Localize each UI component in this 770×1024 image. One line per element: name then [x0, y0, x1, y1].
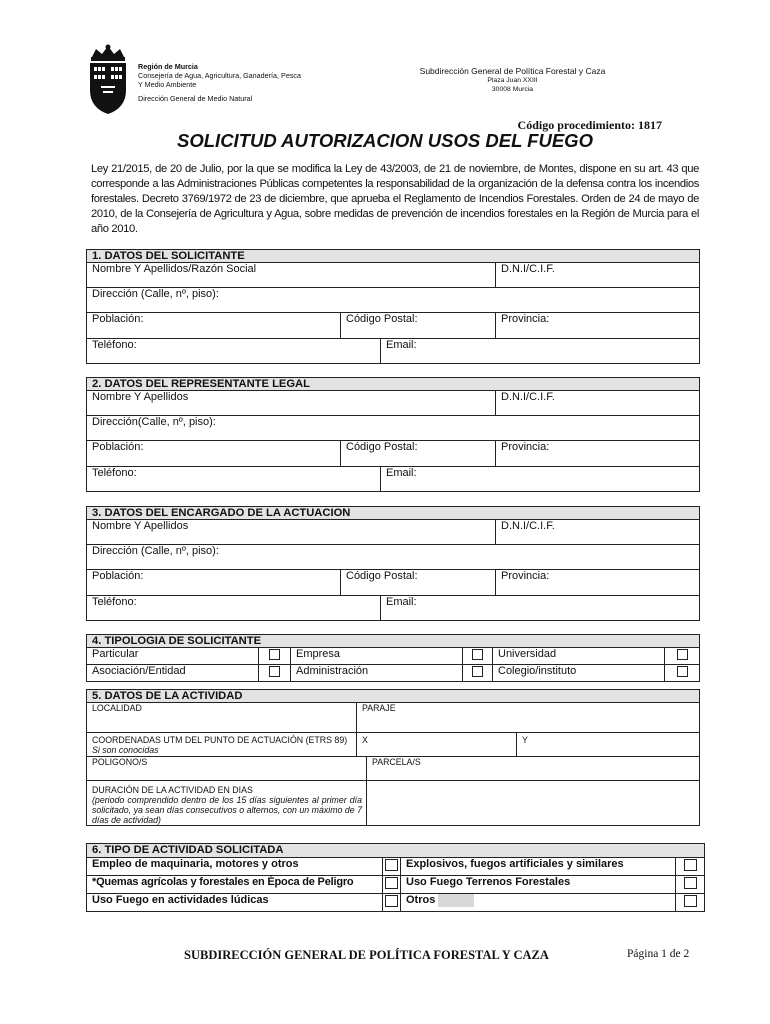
header-organization [138, 62, 338, 103]
particular-checkbox[interactable] [269, 649, 280, 660]
email-field[interactable]: Email: [381, 339, 700, 364]
address-field[interactable]: Dirección (Calle, nº, piso): [87, 288, 700, 313]
option-administracion-label: Administración [291, 665, 463, 682]
duration-label: DURACIÓN DE LA ACTIVIDAD EN DIAS [92, 785, 253, 795]
dni-field[interactable]: D.N.I/C.I.F. [496, 263, 700, 288]
name-field[interactable]: Nombre Y Apellidos [87, 391, 496, 416]
section-activity-type [86, 843, 705, 912]
postal-code-field[interactable]: Código Postal: [341, 570, 496, 596]
option-empresa-label: Empresa [291, 648, 463, 665]
section-activity-data [86, 689, 700, 826]
section-header: 5. DATOS DE LA ACTIVIDAD [87, 690, 700, 703]
legal-intro: Ley 21/2015, de 20 de Julio, por la que se modifica la Ley de 43/2003, de 21 de noviembre, de Montes, dispone en su art. 43 que corresponde a las Administraciones Públicas competentes la responsabilidad de la organización de la defensa contra los incendios forestales. Decreto 3769/1972 de 23 de diciembre, que aprueba el Reglamento de Incendios Forestales. Orden de 24 de mayo de 2010, de la Consejería de Agricultura y Agua, sobre medidas de prevención de incendios forestales en la Región de Murcia para el año 2010. [91, 163, 699, 235]
coordinates-note-inline: Si son conocidas [92, 745, 159, 755]
option-colegio-label: Colegio/instituto [493, 665, 665, 682]
section-header: 3. DATOS DEL ENCARGADO DE LA ACTUACION [87, 507, 700, 520]
phone-field[interactable]: Teléfono: [87, 467, 381, 492]
postal-code-field[interactable]: Código Postal: [341, 441, 496, 467]
email-field[interactable]: Email: [381, 596, 700, 621]
address-line-1: Plaza Juan XXIII [487, 77, 538, 84]
province-field[interactable]: Provincia: [496, 570, 700, 596]
address-field[interactable]: Dirección(Calle, nº, piso): [87, 416, 700, 441]
option-universidad-label: Universidad [493, 648, 665, 665]
duration-value[interactable] [367, 781, 700, 826]
empresa-checkbox[interactable] [472, 649, 483, 660]
section-header: 2. DATOS DEL REPRESENTANTE LEGAL [87, 378, 700, 391]
section-header: 1. DATOS DEL SOLICITANTE [87, 250, 700, 263]
option-maquinaria-label: Empleo de maquinaria, motores y otros [87, 858, 383, 876]
town-field[interactable]: Población: [87, 441, 341, 467]
section-applicant-type [86, 634, 700, 682]
duration-field[interactable] [87, 781, 367, 826]
dni-field[interactable]: D.N.I/C.I.F. [496, 391, 700, 416]
name-field[interactable]: Nombre Y Apellidos/Razón Social [87, 263, 496, 288]
section-person-in-charge [86, 506, 700, 621]
locality-field[interactable]: LOCALIDAD [87, 703, 357, 733]
coordinates-label: COORDENADAS UTM DEL PUNTO DE ACTUACIÓN (ETRS 89) Si son conocidas [87, 733, 357, 757]
option-asociacion-label: Asociación/Entidad [87, 665, 259, 682]
administracion-checkbox[interactable] [472, 666, 483, 677]
footer-text: SUBDIRECCIÓN GENERAL DE POLÍTICA FORESTAL Y CAZA [184, 948, 549, 962]
document-title: SOLICITUD AUTORIZACION USOS DEL FUEGO [177, 130, 593, 151]
address-line-2: 30008 Murcia [491, 86, 534, 93]
colegio-checkbox[interactable] [677, 666, 688, 677]
sub-title: Subdirección General de Política Forestal y Caza [419, 66, 606, 76]
dni-field[interactable]: D.N.I/C.I.F. [496, 520, 700, 545]
province-field[interactable]: Provincia: [496, 441, 700, 467]
dept-line-1: Consejería de Agua, Agricultura, Ganadería, Pesca [138, 71, 302, 80]
section-header: 6. TIPO DE ACTIVIDAD SOLICITADA [87, 844, 705, 858]
town-field[interactable]: Población: [87, 570, 341, 596]
universidad-checkbox[interactable] [677, 649, 688, 660]
postal-code-field[interactable]: Código Postal: [341, 313, 496, 339]
section-legal-representative [86, 377, 700, 492]
option-terrenos-label: Uso Fuego Terrenos Forestales [401, 876, 676, 894]
otros-checkbox[interactable] [684, 895, 697, 907]
dept-line-2: Y Medio Ambiente [138, 80, 197, 89]
email-field[interactable]: Email: [381, 467, 700, 492]
province-field[interactable]: Provincia: [496, 313, 700, 339]
region-murcia-logo [86, 44, 130, 116]
org-name: Región de Murcia [138, 62, 198, 71]
section-header: 4. TIPOLOGIA DE SOLICITANTE [87, 635, 700, 648]
procedure-code: Código procedimiento: 1817 [517, 118, 662, 132]
option-quemas-label: *Quemas agrícolas y forestales en Época de Peligro [87, 876, 383, 894]
option-ludicas-label: Uso Fuego en actividades lúdicas [87, 894, 383, 912]
option-explosivos-label: Explosivos, fuegos artificiales y similares [401, 858, 676, 876]
option-particular-label: Particular [87, 648, 259, 665]
town-field[interactable]: Población: [87, 313, 341, 339]
duration-note: (periodo comprendido dentro de los 15 días siguientes al primer día solicitado, ya sean días consecutivos o alternos, con un máximo de 7 días de actividad) [92, 795, 362, 825]
option-otros-label: Otros [406, 894, 436, 906]
asociacion-checkbox[interactable] [269, 666, 280, 677]
directorate: Dirección General de Medio Natural [138, 94, 253, 103]
page-number: Página 1 de 2 [627, 948, 690, 960]
otros-text-field[interactable] [438, 894, 474, 907]
coord-y-field[interactable]: Y [517, 733, 700, 757]
coord-x-field[interactable]: X [357, 733, 517, 757]
phone-field[interactable]: Teléfono: [87, 339, 381, 364]
quemas-checkbox[interactable] [385, 877, 398, 889]
header-subdirection [395, 67, 630, 94]
terrenos-checkbox[interactable] [684, 877, 697, 889]
option-otros-cell [401, 894, 676, 912]
paraje-field[interactable]: PARAJE [357, 703, 700, 733]
parcela-field[interactable]: PARCELA/S [367, 757, 700, 781]
maquinaria-checkbox[interactable] [385, 859, 398, 871]
name-field[interactable]: Nombre Y Apellidos [87, 520, 496, 545]
phone-field[interactable]: Teléfono: [87, 596, 381, 621]
section-applicant [86, 249, 700, 364]
address-field[interactable]: Dirección (Calle, nº, piso): [87, 545, 700, 570]
explosivos-checkbox[interactable] [684, 859, 697, 871]
poligono-field[interactable]: POLIGONO/S [87, 757, 367, 781]
ludicas-checkbox[interactable] [385, 895, 398, 907]
